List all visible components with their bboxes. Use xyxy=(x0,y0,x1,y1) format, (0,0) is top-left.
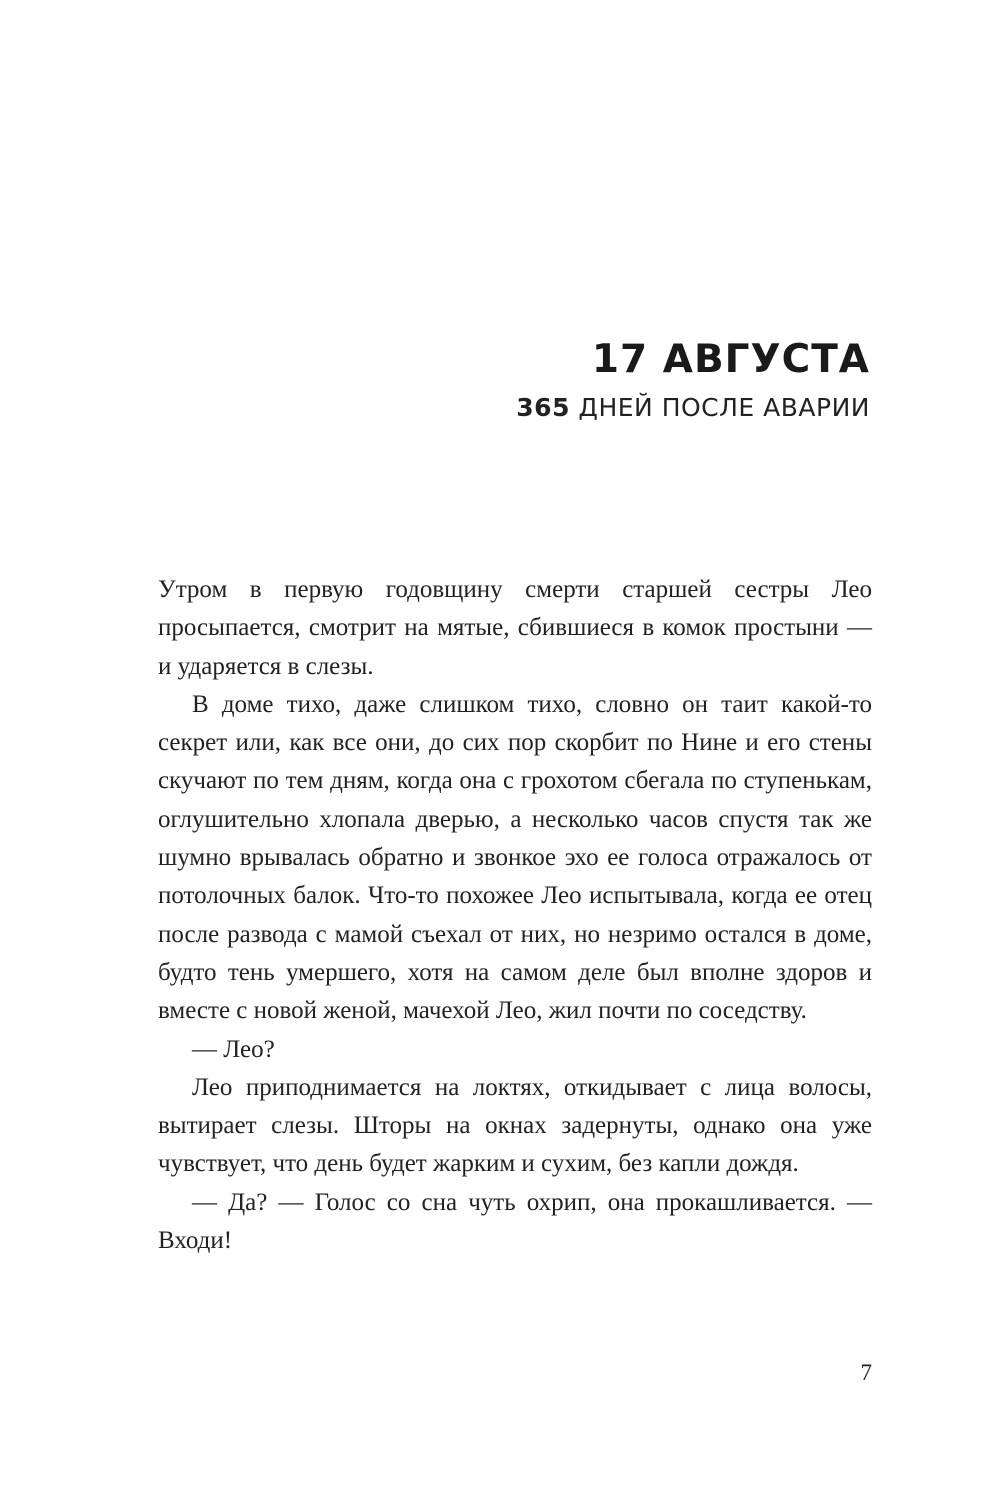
body-text xyxy=(158,571,872,1260)
chapter-heading xyxy=(516,330,870,426)
paragraph: В доме тихо, даже слишком тихо, словно он таит какой-то секрет или, как все они, до сих пор скорбит по Нине и его стены скучают по тем дням, когда она с грохотом сбегала по ступенькам, оглушительно хлопала дверью, а несколько часов спустя так же шумно врывалась обратно и звонкое эхо ее голоса отражалось от потолочных балок. Что-то похожее Лео испытывала, когда ее отец после развода с мамой съехал от них, но незримо остался в доме, будто тень умершего, хотя на самом деле был вполне здоров и вместе с новой женой, мачехой Лео, жил почти по соседству. xyxy=(158,690,872,1025)
chapter-subtitle xyxy=(516,390,870,426)
chapter-title: 17 АВГУСТА xyxy=(591,337,870,382)
dialogue-line: — Лео? xyxy=(192,1035,275,1063)
subtitle-text: ДНЕЙ ПОСЛЕ АВАРИИ xyxy=(569,393,870,422)
page-number: 7 xyxy=(860,1360,872,1385)
paragraph: Лео приподнимается на локтях, откидывает с лица волосы, вытирает слезы. Шторы на окнах задернуты, однако она уже чувствует, что день будет жарким и сухим, без капли дождя. xyxy=(158,1073,872,1178)
paragraph: Утром в первую годовщину смерти старшей сестры Лео просыпается, смотрит на мятые, сбившиеся в комок простыни — и ударяется в слезы. xyxy=(158,576,872,680)
dialogue-line: — Да? — Голос со сна чуть охрип, она прокашливается. — Входи! xyxy=(158,1188,872,1255)
subtitle-number: 365 xyxy=(516,393,570,422)
